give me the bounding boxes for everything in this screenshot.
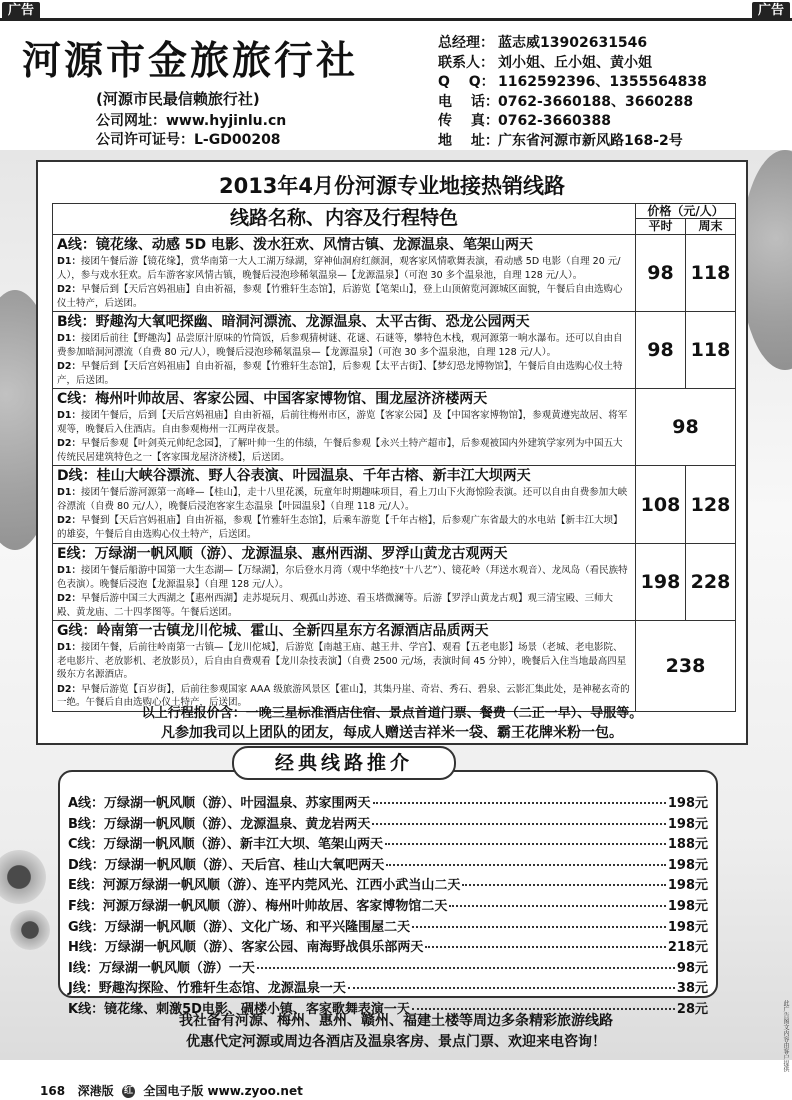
- gift-note: 凡参加我司以上团队的团友，每成人赠送吉祥米一袋、霸王花牌米粉一包。: [161, 725, 623, 741]
- contact-address: 地 址：广东省河源市新风路168-2号: [438, 132, 683, 149]
- classic-route[interactable]: A线：万绿湖一帆风顺（游）、叶园温泉、苏家围两天 198元: [68, 796, 708, 811]
- side-disclaimer: 此广告图文内容由客户提供: [782, 1000, 789, 1072]
- top-rule: [0, 18, 792, 21]
- classic-route[interactable]: G线：万绿湖一帆风顺（游）、文化广场、和平兴隆围屋二天 198元: [68, 919, 708, 935]
- classic-route[interactable]: F线：河源万绿湖一帆风顺（游）、梅州叶帅故居、客家博物馆二天 198元: [68, 898, 708, 914]
- price-single: 238: [636, 621, 736, 712]
- route-row-g[interactable]: G线：岭南第一古镇龙川佗城、霍山、全新四星东方名源酒店品质两天 D1：接团午餐，后前往岭南第一古镇—【龙川佗城】，后游览【南越王庙、越王井、学宫】、观看【五老电影】场景（老城、老电影院、老电影片、老放影机、老放影员），后自由自费观看【龙川杂技表演】（自费 2500 元/场，表演时间 45 分钟），晚餐后入住当地最高四星级东方名源酒店。 D2：早餐后游览【百岁街】，后前往参观国家 AAA 级旅游风景区【霍山】，其集丹崖、奇岩、秀石、碧泉、云影汇集此处，是神秘玄奇的一绝。午餐后自由选购心仪土特产，后送团。 238: [53, 621, 736, 712]
- routes-col-header: 线路名称、内容及行程特色: [53, 204, 636, 235]
- ad-tag-left: 广告: [2, 2, 40, 20]
- price-weekday: 98: [636, 235, 686, 312]
- classic-route[interactable]: H线：万绿湖一帆风顺（游）、客家公园、南海野战俱乐部两天 218元: [68, 940, 708, 956]
- footer-line-1: 我社备有河源、梅州、惠州、赣州、福建土楼等周边多条精彩旅游线路: [179, 1013, 613, 1029]
- route-row-c[interactable]: C线：梅州叶帅故居、客家公园、中国客家博物馆、围龙屋济济楼两天 D1：接团午餐后，后到【天后宫妈祖庙】自由祈福，后前往梅州市区，游览【客家公园】及【中国客家博物馆】，参观黄遵宪故居、将军观等，晚餐后入住酒店。自由参观梅州一江两岸夜景。 D2：早餐后参观【叶剑英元帅纪念园】，了解叶帅一生的伟绩，午餐后参观【永兴土特产超市】，后参观被国内外建筑学家列为中国五大传统民居建筑特色之一【客家围龙屋济济楼】，后送团。 98: [53, 389, 736, 466]
- contact-manager: 总经理： 蓝志威13902631546: [438, 35, 648, 51]
- price-weekend: 228: [686, 544, 736, 621]
- classic-route[interactable]: B线：万绿湖一帆风顺（游）、龙源温泉、黄龙岩两天 198元: [68, 816, 708, 832]
- classic-route[interactable]: J线：野趣沟探险、竹雅轩生态馆、龙源温泉一天 38元: [68, 981, 708, 997]
- classic-route[interactable]: E线：河源万绿湖一帆风顺（游）、连平内莞风光、江西小武当山二天 198元: [68, 878, 708, 894]
- page-title: 2013年4月份河源专业地接热销线路: [218, 174, 566, 198]
- classic-route[interactable]: K线：镜花缘、刺激5D电影、碉楼小镇、客家歌舞表演一天 28元: [68, 1001, 708, 1017]
- edition-label: 深港版: [77, 1084, 114, 1098]
- ad-tag-right: 广告: [752, 2, 790, 20]
- company-license: 公司许可证号：L-GD00208: [96, 132, 281, 148]
- page-number: 168: [40, 1084, 66, 1098]
- sunflower-1: [0, 850, 46, 904]
- price-single: 98: [636, 389, 736, 466]
- routes-table: [52, 203, 736, 712]
- classic-route[interactable]: D线：万绿湖一帆风顺（游）、天后宫、桂山大氧吧两天 198元: [68, 857, 708, 873]
- company-website[interactable]: 公司网址：www.hyjinlu.cn: [96, 113, 287, 129]
- price-weekend: 118: [686, 235, 736, 312]
- price-weekday: 98: [636, 312, 686, 389]
- hot-routes-panel: [36, 160, 748, 745]
- route-row-d[interactable]: D线：桂山大峡谷漂流、野人谷表演、叶园温泉、千年古榕、新丰江大坝两天 D1：接团午餐后游河源第一高峰—【桂山】，走十八里花溪，玩童年时期趣味项目，看上刀山下火海惊险表演。还可以自由自费参加大峡谷漂流（自费 80 元/人），晚餐后浸泡客家生态温泉【叶园温泉】（自理 118 元/人）。 D2：早餐到【天后宫妈祖庙】自由祈福，参观【竹雅轩生态馆】，后乘车游览【千年古榕】，后参观广东省最大的水电站【新丰江大坝】的雄姿，午餐后自由选购心仪土特产，后送团。 108 128: [53, 466, 736, 544]
- contact-fax: 传 真：0762-3660388: [438, 113, 611, 129]
- sunflower-2: [10, 910, 50, 950]
- contact-block: [438, 34, 707, 151]
- classic-routes-title: 经典线路推介: [232, 746, 456, 780]
- contact-phone: 电 话：0762-3660188、3660288: [438, 93, 694, 110]
- price-weekend: 128: [686, 466, 736, 544]
- route-row-e[interactable]: E线：万绿湖一帆风顺（游）、龙源温泉、惠州西湖、罗浮山黄龙古观两天 D1：接团午餐后船游中国第一大生态湖—【万绿湖】，尔后登水月湾（观中华绝技“十八艺”）、镜花岭（拜送水观音）、龙凤岛（看民族特色表演）。晚餐后浸泡【龙源温泉】（自理 128 元/人）。 D2：早餐后游中国三大西湖之【惠州西湖】走苏堤玩月、观孤山苏迹、看玉塔微澜等。后游【罗浮山黄龙古观】观三清宝殿、三师大殿、黄龙庙、二十四孝图等。午餐后送团。 198 228: [53, 544, 736, 621]
- price-includes-note: 以上行程报价含：一晚三星标准酒店住宿、景点首道门票、餐费（二正一早）、导服等。: [141, 706, 643, 721]
- route-row-b[interactable]: B线：野趣沟大氧吧探幽、暗洞河漂流、龙源温泉、太平古街、恐龙公园两天 D1：接团后前往【野趣沟】品尝原汁原味的竹筒饭，后参观猜树谜、花谜、石谜等，攀特色木栈，观河源第一响水瀑布。还可以自由自费参加暗洞河漂流（自费 80 元/人），晚餐后浸泡珍稀氡温泉—【龙源温泉】（可泡 30 多个温泉池，自理 128 元/人）。 D2：早餐后到【天后宫妈祖庙】自由祈福，参观【竹雅轩生态馆】，后参观【太平古街】、【梦幻恐龙博物馆】，午餐后自由选购心仪土特产，后送团。 98 118: [53, 312, 736, 389]
- contact-qq: Q Q： 1162592396、1355564838: [438, 74, 707, 90]
- page-footer: [40, 1082, 303, 1099]
- price-weekend: 118: [686, 312, 736, 389]
- route-row-a[interactable]: A线：镜花缘、动感 5D 电影、泼水狂欢、风情古镇、龙源温泉、笔架山两天 D1：接团午餐后游【镜花缘】，赏华南第一大人工湖万绿湖，穿神仙洞府红颜洞，观客家风情歌舞表演，看动感 5D 电影（自理 20 元/人），参与戏水狂欢。后车游客家风情古镇，晚餐后浸泡珍稀氡温泉—【龙源温泉】（可泡 30 多个温泉池，自理 128 元/人）。 D2：早餐后到【天后宫妈祖庙】自由祈福，参观【竹雅轩生态馆】，后游览【笔架山】，登上山顶俯览河源城区面貌，午餐后自由选购心仪土特产，后送团。 98 118: [53, 235, 736, 312]
- price-weekday: 108: [636, 466, 686, 544]
- company-name: 河源市金旅旅行社: [22, 39, 359, 84]
- price-weekday: 198: [636, 544, 686, 621]
- price-header: 价格（元/人） 平时 周末: [636, 204, 736, 235]
- contact-persons: 联系人： 刘小姐、丘小姐、黄小姐: [438, 54, 652, 71]
- classic-route[interactable]: C线：万绿湖一帆风顺（游）、新丰江大坝、笔架山两天 188元: [68, 837, 708, 853]
- publisher-logo-icon: 红: [123, 1086, 133, 1096]
- classic-routes-panel: [58, 770, 718, 1017]
- site-label[interactable]: 全国电子版 www.zyoo.net: [143, 1084, 303, 1098]
- footer-line-2: 优惠代定河源或周边各酒店及温泉客房、景点门票、欢迎来电咨询！: [186, 1034, 606, 1050]
- classic-route[interactable]: I线：万绿湖一帆风顺（游）一天 98元: [68, 960, 708, 976]
- company-slogan: (河源市民最信赖旅行社): [96, 90, 260, 108]
